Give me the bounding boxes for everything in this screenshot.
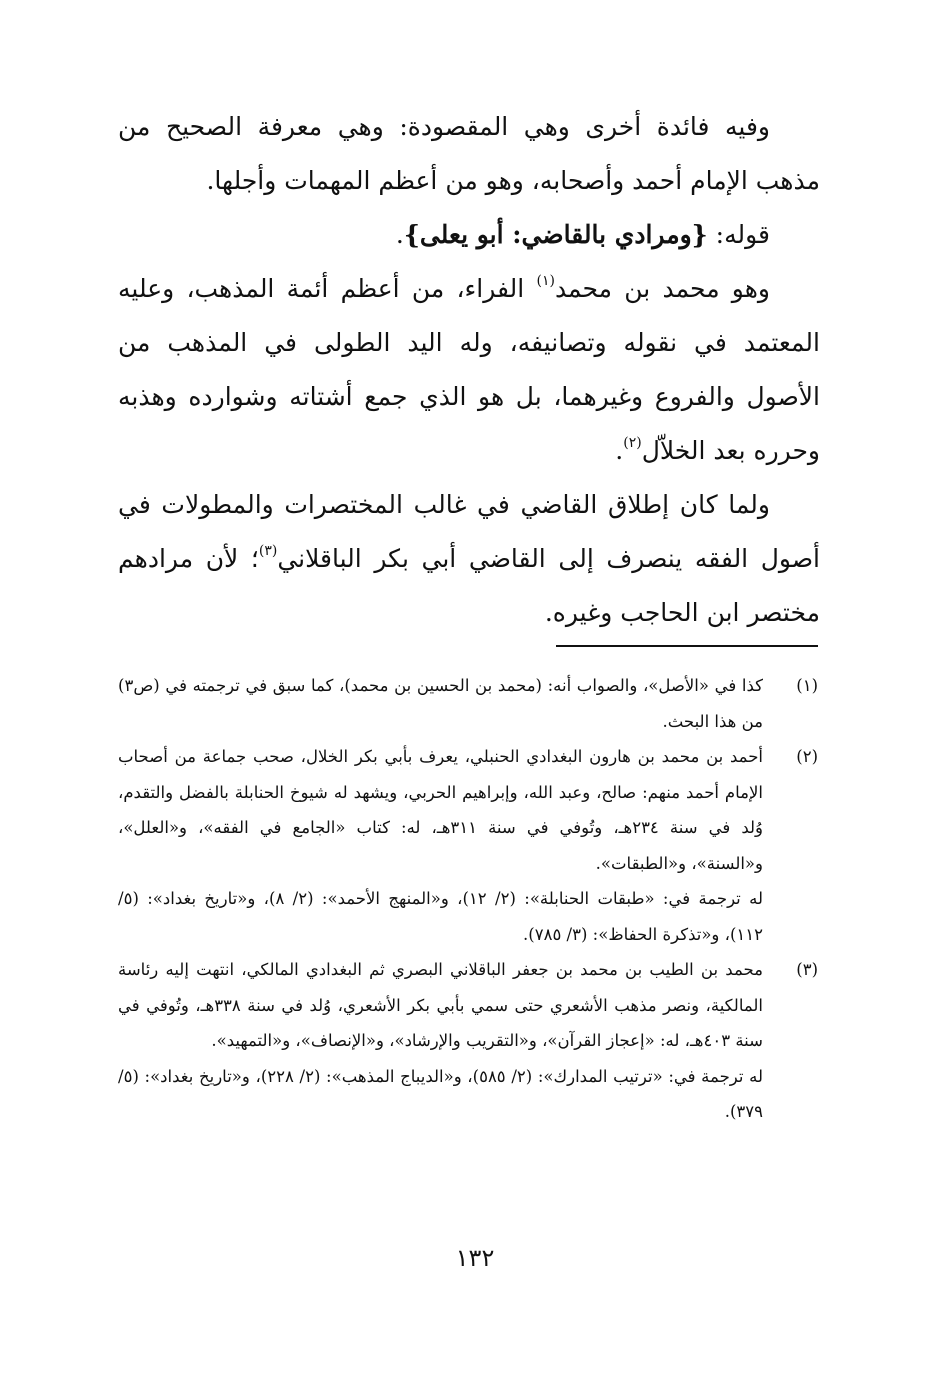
- footnote-ref-3[interactable]: (٣): [258, 543, 278, 559]
- paragraph-3: [118, 262, 820, 478]
- footnote-ref-2[interactable]: (٢): [623, 435, 642, 451]
- footnote-separator: [556, 645, 818, 647]
- paragraph-4-text-a: ولما كان إطلاق القاضي في غالب المختصرات والمطولات في أصول الفقه ينصرف إلى القاضي أبي بكر الباقلاني: [118, 490, 820, 573]
- footnote-number: (٣): [796, 960, 818, 979]
- footnote-text: محمد بن الطيب بن محمد بن جعفر الباقلاني البصري ثم البغدادي المالكي، انتهت إليه رئاسة المالكية، ونصر مذهب الأشعري حتى سمي بأبي بكر الأشعري، وُلد في سنة ٣٣٨هـ، وتُوفي في سنة ٤٠٣هـ، له: «إعجاز القرآن»، و«التقريب والإرشاد»، و«الإنصاف»، و«التمهيد».: [118, 960, 763, 1050]
- paragraph-2: [118, 208, 820, 262]
- paragraph-4-text-b: ؛ لأن مرادهم مختصر ابن الحاجب وغيره.: [118, 544, 820, 627]
- quoted-text: {ومرادي بالقاضي: أبو يعلى}: [403, 220, 708, 249]
- footnote-sources: له ترجمة في: «طبقات الحنابلة»: (٢/ ١٢)، و«المنهج الأحمد»: (٢/ ٨)، و«تاريخ بغداد»: (٥/ ١١٢)، و«تذكرة الحفاظ»: (٣/ ٧٨٥).: [118, 889, 764, 944]
- quote-prefix: قوله:: [707, 220, 770, 249]
- footnote-ref-1[interactable]: (١): [536, 273, 555, 289]
- footnote-2: [118, 739, 820, 952]
- paragraph-3-text-c: .: [615, 436, 624, 465]
- paragraph-3-text-b: الفراء، من أعظم أئمة المذهب، وعليه المعتمد في نقوله وتصانيفه، وله اليد الطولى في المذهب من الأصول والفروع وغيرهما، بل هو الذي جمع أشتاته وشوارده وهذبه وحرره بعد الخلاّل: [118, 274, 820, 465]
- page-number: ١٣٢: [455, 1244, 495, 1272]
- quote-suffix: .: [395, 220, 404, 249]
- footnotes: [118, 668, 820, 1130]
- footnote-1: [118, 668, 820, 739]
- footnote-3: [118, 952, 820, 1130]
- footnote-number: (٢): [796, 747, 818, 766]
- footnote-sources: له ترجمة في: «ترتيب المدارك»: (٢/ ٥٨٥)، و«الديباج المذهب»: (٢/ ٢٢٨)، و«تاريخ بغداد»: (٥/ ٣٧٩).: [118, 1066, 763, 1121]
- paragraph-3-text-a: وهو محمد بن محمد: [554, 274, 770, 303]
- paragraph-4: [118, 478, 820, 640]
- footnote-number: (١): [796, 676, 818, 695]
- footnote-text: أحمد بن محمد بن هارون البغدادي الحنبلي، يعرف بأبي بكر الخلال، صحب جماعة من أصحاب الإمام أحمد منهم: صالح، وعبد الله، وإبراهيم الحربي، ويشهد له شيوخ الحنابلة بالفضل والتقدم، وُلد في سنة ٢٣٤هـ، وتُوفي في سنة ٣١١هـ، له: كتاب «الجامع في الفقه»، و«العلل»، و«السنة»، و«الطبقات».: [118, 747, 763, 873]
- main-text: [118, 100, 820, 640]
- footnote-text: كذا في «الأصل»، والصواب أنه: (محمد بن الحسين بن محمد)، كما سبق في ترجمته في (ص٣) من هذا البحث.: [118, 676, 763, 731]
- paragraph-1: وفيه فائدة أخرى وهي المقصودة: وهي معرفة الصحيح من مذهب الإمام أحمد وأصحابه، وهو من أعظم المهمات وأجلها.: [118, 112, 820, 195]
